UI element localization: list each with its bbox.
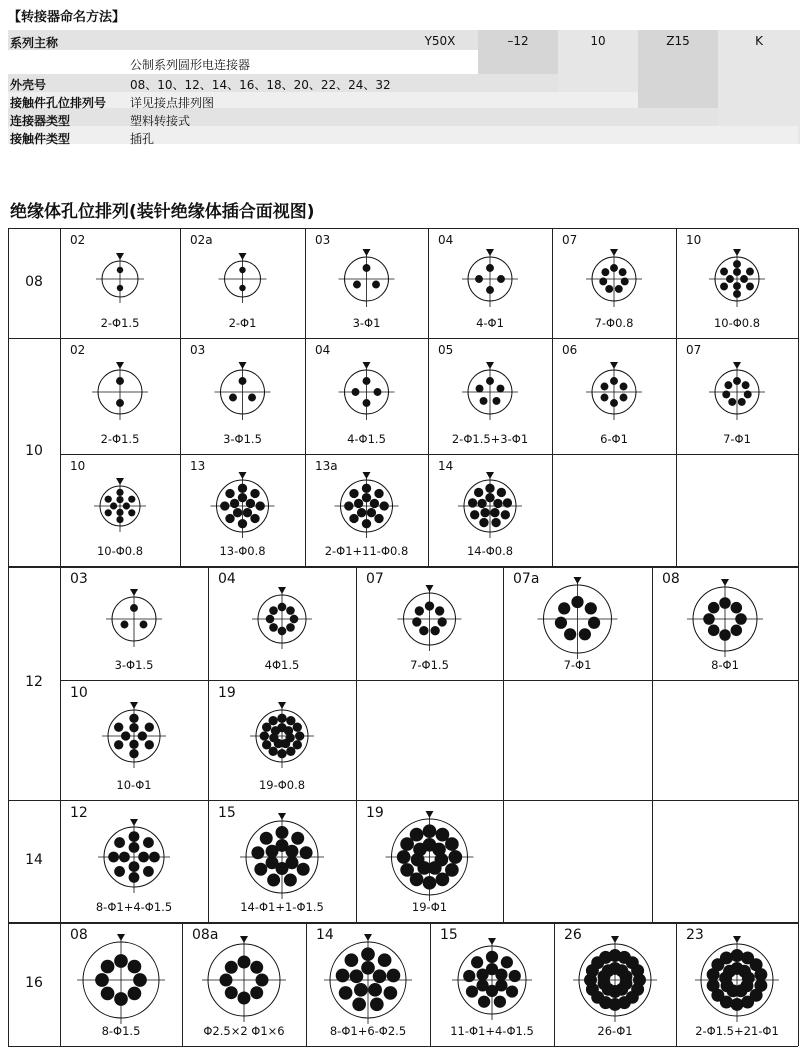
- value-series: 公制系列圆形电连接器: [130, 58, 251, 72]
- insert-diagram: [60, 566, 208, 680]
- insert-diagram: [428, 228, 552, 338]
- arrangement-code: 10: [686, 233, 702, 247]
- insert-diagram: [356, 800, 503, 922]
- insert-diagram: [552, 338, 676, 454]
- arrangement-code: 15: [440, 927, 458, 943]
- naming-heading: 【转接器命名方法】: [8, 10, 126, 25]
- value-contact-type: 插孔: [130, 132, 155, 146]
- insert-diagram: [554, 922, 676, 1046]
- insert-diagram: [552, 228, 676, 338]
- insert-diagram: [60, 680, 208, 800]
- insert-diagram: [208, 800, 356, 922]
- table-rule: [798, 566, 799, 800]
- contact-spec: 2-Φ1.5+3-Φ1: [451, 432, 529, 446]
- arrangement-code: 19: [366, 805, 384, 821]
- arrangement-code: 07: [366, 571, 384, 587]
- code-contact: K: [755, 34, 763, 48]
- insert-diagram: [676, 228, 798, 338]
- insert-diagram: [60, 338, 180, 454]
- contact-spec: 2-Φ1+11-Φ0.8: [324, 544, 409, 558]
- insert-diagram: [305, 228, 428, 338]
- arrangement-code: 08: [70, 927, 88, 943]
- row-band-5: [8, 126, 798, 144]
- contact-spec: 10-Φ1: [116, 778, 152, 792]
- insert-diagram: [60, 228, 180, 338]
- contact-spec: 8-Φ1+4-Φ1.5: [95, 900, 173, 914]
- contact-spec: 10-Φ0.8: [713, 316, 761, 330]
- contact-spec: 6-Φ1: [600, 432, 628, 446]
- code-type: Z15: [666, 34, 690, 48]
- arrangement-code: 06: [562, 343, 578, 357]
- insert-diagram: [676, 338, 798, 454]
- table-rule: [798, 922, 799, 1046]
- section-title: 绝缘体孔位排列(装针绝缘体插合面视图): [10, 202, 315, 222]
- contact-spec: 4-Φ1.5: [347, 432, 386, 446]
- shell-size-label: 12: [25, 674, 43, 690]
- label-shell: 外壳号: [10, 78, 47, 92]
- insert-diagram: [356, 566, 503, 680]
- contact-spec: 2-Φ1.5+21-Φ1: [695, 1024, 779, 1038]
- insert-diagram: [305, 454, 428, 566]
- insert-diagram: [60, 800, 208, 922]
- table-rule: [8, 566, 9, 800]
- shell-size-label: 08: [25, 274, 43, 290]
- insert-diagram: [180, 454, 305, 566]
- arrangement-code: 04: [438, 233, 454, 247]
- contact-spec: 3-Φ1: [352, 316, 381, 330]
- contact-spec: 4Φ1.5: [264, 658, 300, 672]
- insert-diagram: [676, 922, 798, 1046]
- contact-spec: 26-Φ1: [597, 1024, 633, 1038]
- insert-diagram: [180, 228, 305, 338]
- contact-spec: 2-Φ1.5: [100, 316, 140, 330]
- arrangement-code: 04: [315, 343, 331, 357]
- value-connector-type: 塑料转接式: [130, 114, 191, 128]
- contact-spec: 7-Φ1: [723, 432, 751, 446]
- insert-diagram: [180, 338, 305, 454]
- code-series: Y50X: [424, 34, 456, 48]
- insert-diagram: [503, 566, 652, 680]
- code-shell: –12: [507, 34, 529, 48]
- label-arrangement: 接触件孔位排列号: [10, 96, 107, 110]
- contact-spec: 19-Φ0.8: [258, 778, 306, 792]
- contact-spec: 14-Φ1+1-Φ1.5: [240, 900, 324, 914]
- shell-size-label: 16: [25, 975, 43, 991]
- arrangement-code: 07a: [513, 571, 540, 587]
- table-rule: [798, 228, 799, 338]
- insert-diagram: [652, 566, 798, 680]
- table-rule: [798, 800, 799, 922]
- arrangement-code: 13a: [315, 459, 338, 473]
- table-rule: [652, 800, 653, 922]
- contact-spec: 4-Φ1: [476, 316, 504, 330]
- insert-diagram: [182, 922, 306, 1046]
- contact-spec: 8-Φ1.5: [101, 1024, 141, 1038]
- contact-spec: 14-Φ0.8: [466, 544, 514, 558]
- shell-size-label: 10: [25, 443, 43, 459]
- contact-spec: Φ2.5×2 Φ1×6: [203, 1024, 285, 1038]
- contact-spec: 2-Φ1: [228, 316, 257, 330]
- insert-diagram: [428, 338, 552, 454]
- table-rule: [8, 800, 9, 922]
- arrangement-code: 02: [70, 343, 86, 357]
- contact-spec: 7-Φ1: [563, 658, 592, 672]
- insert-diagram: [60, 454, 180, 566]
- value-shell: 08、10、12、14、16、18、20、22、24、32: [130, 78, 391, 92]
- contact-spec: 13-Φ0.8: [219, 544, 266, 558]
- contact-spec: 3-Φ1.5: [114, 658, 154, 672]
- contact-spec: 2-Φ1.5: [100, 432, 140, 446]
- arrangement-code: 14: [438, 459, 454, 473]
- insert-diagram: [60, 922, 182, 1046]
- arrangement-code: 02a: [190, 233, 213, 247]
- arrangement-code: 07: [686, 343, 702, 357]
- table-rule: [798, 338, 799, 566]
- row-band-4: [8, 108, 718, 126]
- contact-spec: 3-Φ1.5: [223, 432, 262, 446]
- table-rule: [503, 800, 504, 922]
- insert-diagram: [428, 454, 552, 566]
- label-contact-type: 接触件类型: [10, 132, 71, 146]
- contact-spec: 7-Φ1.5: [410, 658, 449, 672]
- arrangement-code: 10: [70, 459, 86, 473]
- insert-diagram: [208, 680, 356, 800]
- insert-diagram: [430, 922, 554, 1046]
- contact-spec: 8-Φ1: [711, 658, 739, 672]
- arrangement-code: 26: [564, 927, 582, 943]
- arrangement-code: 05: [438, 343, 454, 357]
- arrangement-code: 04: [218, 571, 236, 587]
- table-rule: [8, 228, 9, 338]
- arrangement-code: 07: [562, 233, 578, 247]
- arrangement-code: 10: [70, 685, 88, 701]
- contact-spec: 19-Φ1: [411, 900, 448, 914]
- contact-spec: 7-Φ0.8: [594, 316, 634, 330]
- code-arrangement: 10: [590, 34, 606, 48]
- insert-diagram: [306, 922, 430, 1046]
- arrangement-code: 19: [218, 685, 236, 701]
- arrangement-code: 02: [70, 233, 86, 247]
- arrangement-code: 08a: [192, 927, 219, 943]
- label-series: 系列主称: [10, 36, 59, 50]
- arrangement-code: 03: [190, 343, 206, 357]
- insert-diagram: [305, 338, 428, 454]
- arrangement-code: 12: [70, 805, 88, 821]
- value-arrangement: 详见接点排列图: [130, 96, 215, 110]
- arrangement-code: 08: [662, 571, 680, 587]
- table-rule: [8, 1046, 798, 1047]
- arrangement-code: 03: [70, 571, 88, 587]
- arrangement-code: 23: [686, 927, 704, 943]
- table-rule: [8, 338, 9, 566]
- contact-spec: 11-Φ1+4-Φ1.5: [450, 1024, 534, 1038]
- insert-diagram: [208, 566, 356, 680]
- arrangement-code: 14: [316, 927, 334, 943]
- arrangement-code: 13: [190, 459, 206, 473]
- contact-spec: 8-Φ1+6-Φ2.5: [329, 1024, 407, 1038]
- contact-spec: 10-Φ0.8: [96, 544, 144, 558]
- shell-size-label: 14: [25, 852, 43, 868]
- arrangement-code: 15: [218, 805, 236, 821]
- label-connector-type: 连接器类型: [10, 114, 71, 128]
- arrangement-code: 03: [315, 233, 331, 247]
- table-rule: [8, 922, 9, 1046]
